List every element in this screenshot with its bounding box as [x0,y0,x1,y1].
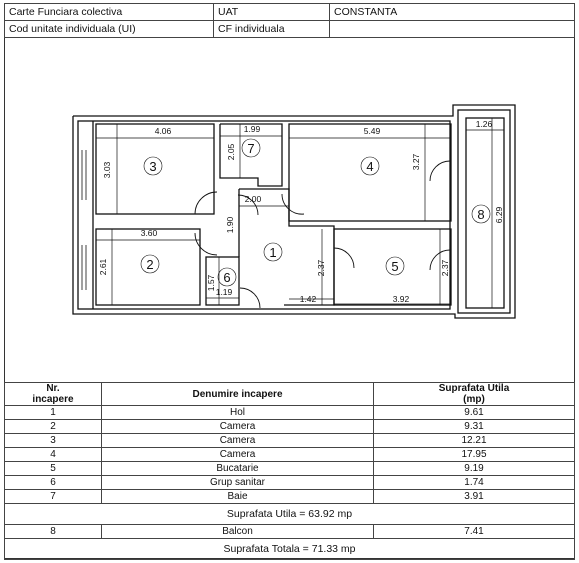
dim-r7-width: 1.99 [243,124,261,134]
walls [73,105,515,318]
row-name: Camera [102,448,374,462]
dimension-lines [96,118,504,308]
dim-r8-width: 1.26 [475,119,493,129]
row-nr: 2 [5,420,102,434]
dim-r2-height: 2.61 [98,258,108,276]
grand-area-total: Suprafata Totala = 71.33 mp [5,539,575,560]
dim-r8-height: 6.29 [494,206,504,224]
windows [82,150,86,290]
room-3-label: 3 [149,159,157,174]
row-nr: 5 [5,462,102,476]
table-row [5,448,575,462]
room-5-label: 5 [391,259,399,274]
row-area: 9.31 [374,420,575,434]
header-ui-code: Cod unitate individuala (UI) [5,21,214,38]
room-1-label: 1 [269,245,277,260]
areas-table [4,382,575,560]
door-swings [195,161,450,308]
row-nr: 3 [5,434,102,448]
dim-hall-width: 2.00 [244,194,262,204]
dim-r3-width: 4.06 [154,126,172,136]
row-area: 7.41 [374,525,575,539]
dim-r4-height: 3.27 [411,153,421,171]
dim-r7-height: 2.05 [226,143,236,161]
table-row [5,406,575,420]
col-header-name: Denumire incapere [102,383,374,406]
table-row [5,420,575,434]
col-header-area: Suprafata Utila (mp) [374,383,575,406]
row-area: 3.91 [374,490,575,504]
header-cf-collective: Carte Funciara colectiva [5,4,214,21]
row-area: 12.21 [374,434,575,448]
row-area: 17.95 [374,448,575,462]
row-nr: 1 [5,406,102,420]
row-name: Camera [102,420,374,434]
dim-r6-width: 1.19 [215,287,233,297]
row-name: Camera [102,434,374,448]
dim-r6-height: 1.57 [206,274,216,292]
header-uat-label: UAT [214,4,330,21]
dim-r1-width: 1.42 [299,294,317,304]
useful-area-total: Suprafata Utila = 63.92 mp [5,504,575,525]
row-name: Balcon [102,525,374,539]
col-header-nr: Nr. incapere [5,383,102,406]
table-row [5,525,575,539]
room-4-label: 4 [366,159,374,174]
row-name: Grup sanitar [102,476,374,490]
dim-r2-width: 3.60 [140,228,158,238]
room-8-label: 8 [477,207,485,222]
room-6-label: 6 [223,270,231,285]
room-2-label: 2 [146,257,154,272]
room-7-label: 7 [247,141,255,156]
table-row [5,462,575,476]
table-row [5,490,575,504]
row-area: 1.74 [374,476,575,490]
row-nr: 4 [5,448,102,462]
row-name: Bucatarie [102,462,374,476]
row-area: 9.19 [374,462,575,476]
header-uat-value: CONSTANTA [330,4,575,21]
table-row [5,434,575,448]
dim-r3-height: 3.03 [102,161,112,179]
dim-r1-height: 2.37 [316,259,326,277]
dim-hall-height: 1.90 [225,216,235,234]
dim-r5-height: 2.37 [440,259,450,277]
row-name: Hol [102,406,374,420]
row-area: 9.61 [374,406,575,420]
dim-r5-width: 3.92 [392,294,410,304]
row-name: Baie [102,490,374,504]
dim-r4-width: 5.49 [363,126,381,136]
table-row [5,476,575,490]
row-nr: 7 [5,490,102,504]
header-cf-individual: CF individuala [214,21,330,38]
row-nr: 8 [5,525,102,539]
row-nr: 6 [5,476,102,490]
